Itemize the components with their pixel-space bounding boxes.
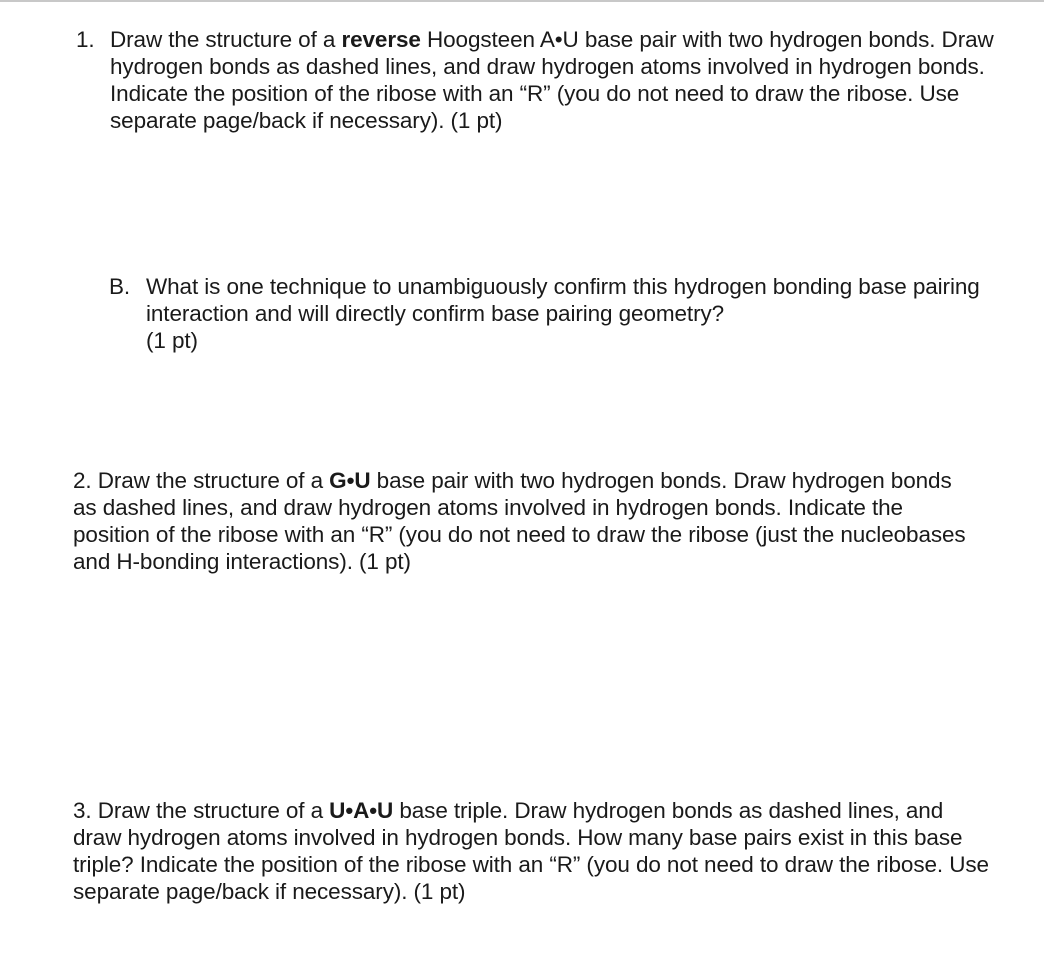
question-3-emphasis: U•A•U xyxy=(329,798,394,823)
question-1 xyxy=(76,26,996,134)
page-top-border xyxy=(0,0,1044,2)
question-3: 3. Draw the structure of a U•A•U base triple. Draw hydrogen bonds as dashed lines, and draw hydrogen atoms involved in hydrogen bonds. How many base pairs exist in this base triple? Indicate the position of the ribose with an “R” (you do not need to draw the ribose. Use separate page/back if necessary). (1 pt) xyxy=(73,798,989,904)
question-1-number: 1. xyxy=(76,27,95,52)
question-1-text: Draw the structure of a reverse Hoogsteen A•U base pair with two hydrogen bonds. Draw hydrogen bonds as dashed lines, and draw hydrogen atoms involved in hydrogen bonds. Indicate the position of the ribose with an “R” (you do not need to draw the ribose. Use separate page/back if necessary). (1 pt) xyxy=(110,27,994,133)
question-1b-letter: B. xyxy=(109,274,131,299)
question-2: 2. Draw the structure of a G•U base pair with two hydrogen bonds. Draw hydrogen bonds as dashed lines, and draw hydrogen atoms involved in hydrogen bonds. Indicate the position of the ribose with an “R” (you do not need to draw the ribose (just the nucleobases and H-bonding interactions). (1 pt) xyxy=(73,468,966,574)
question-1-emphasis: reverse xyxy=(341,27,421,52)
question-1b xyxy=(109,273,989,354)
question-1b-text: What is one technique to unambiguously confirm this hydrogen bonding base pairing interaction and will directly confirm base pairing geometry? (1 pt) xyxy=(146,274,980,353)
question-2-emphasis: G•U xyxy=(329,468,371,493)
question-1b-points: (1 pt) xyxy=(146,328,198,353)
